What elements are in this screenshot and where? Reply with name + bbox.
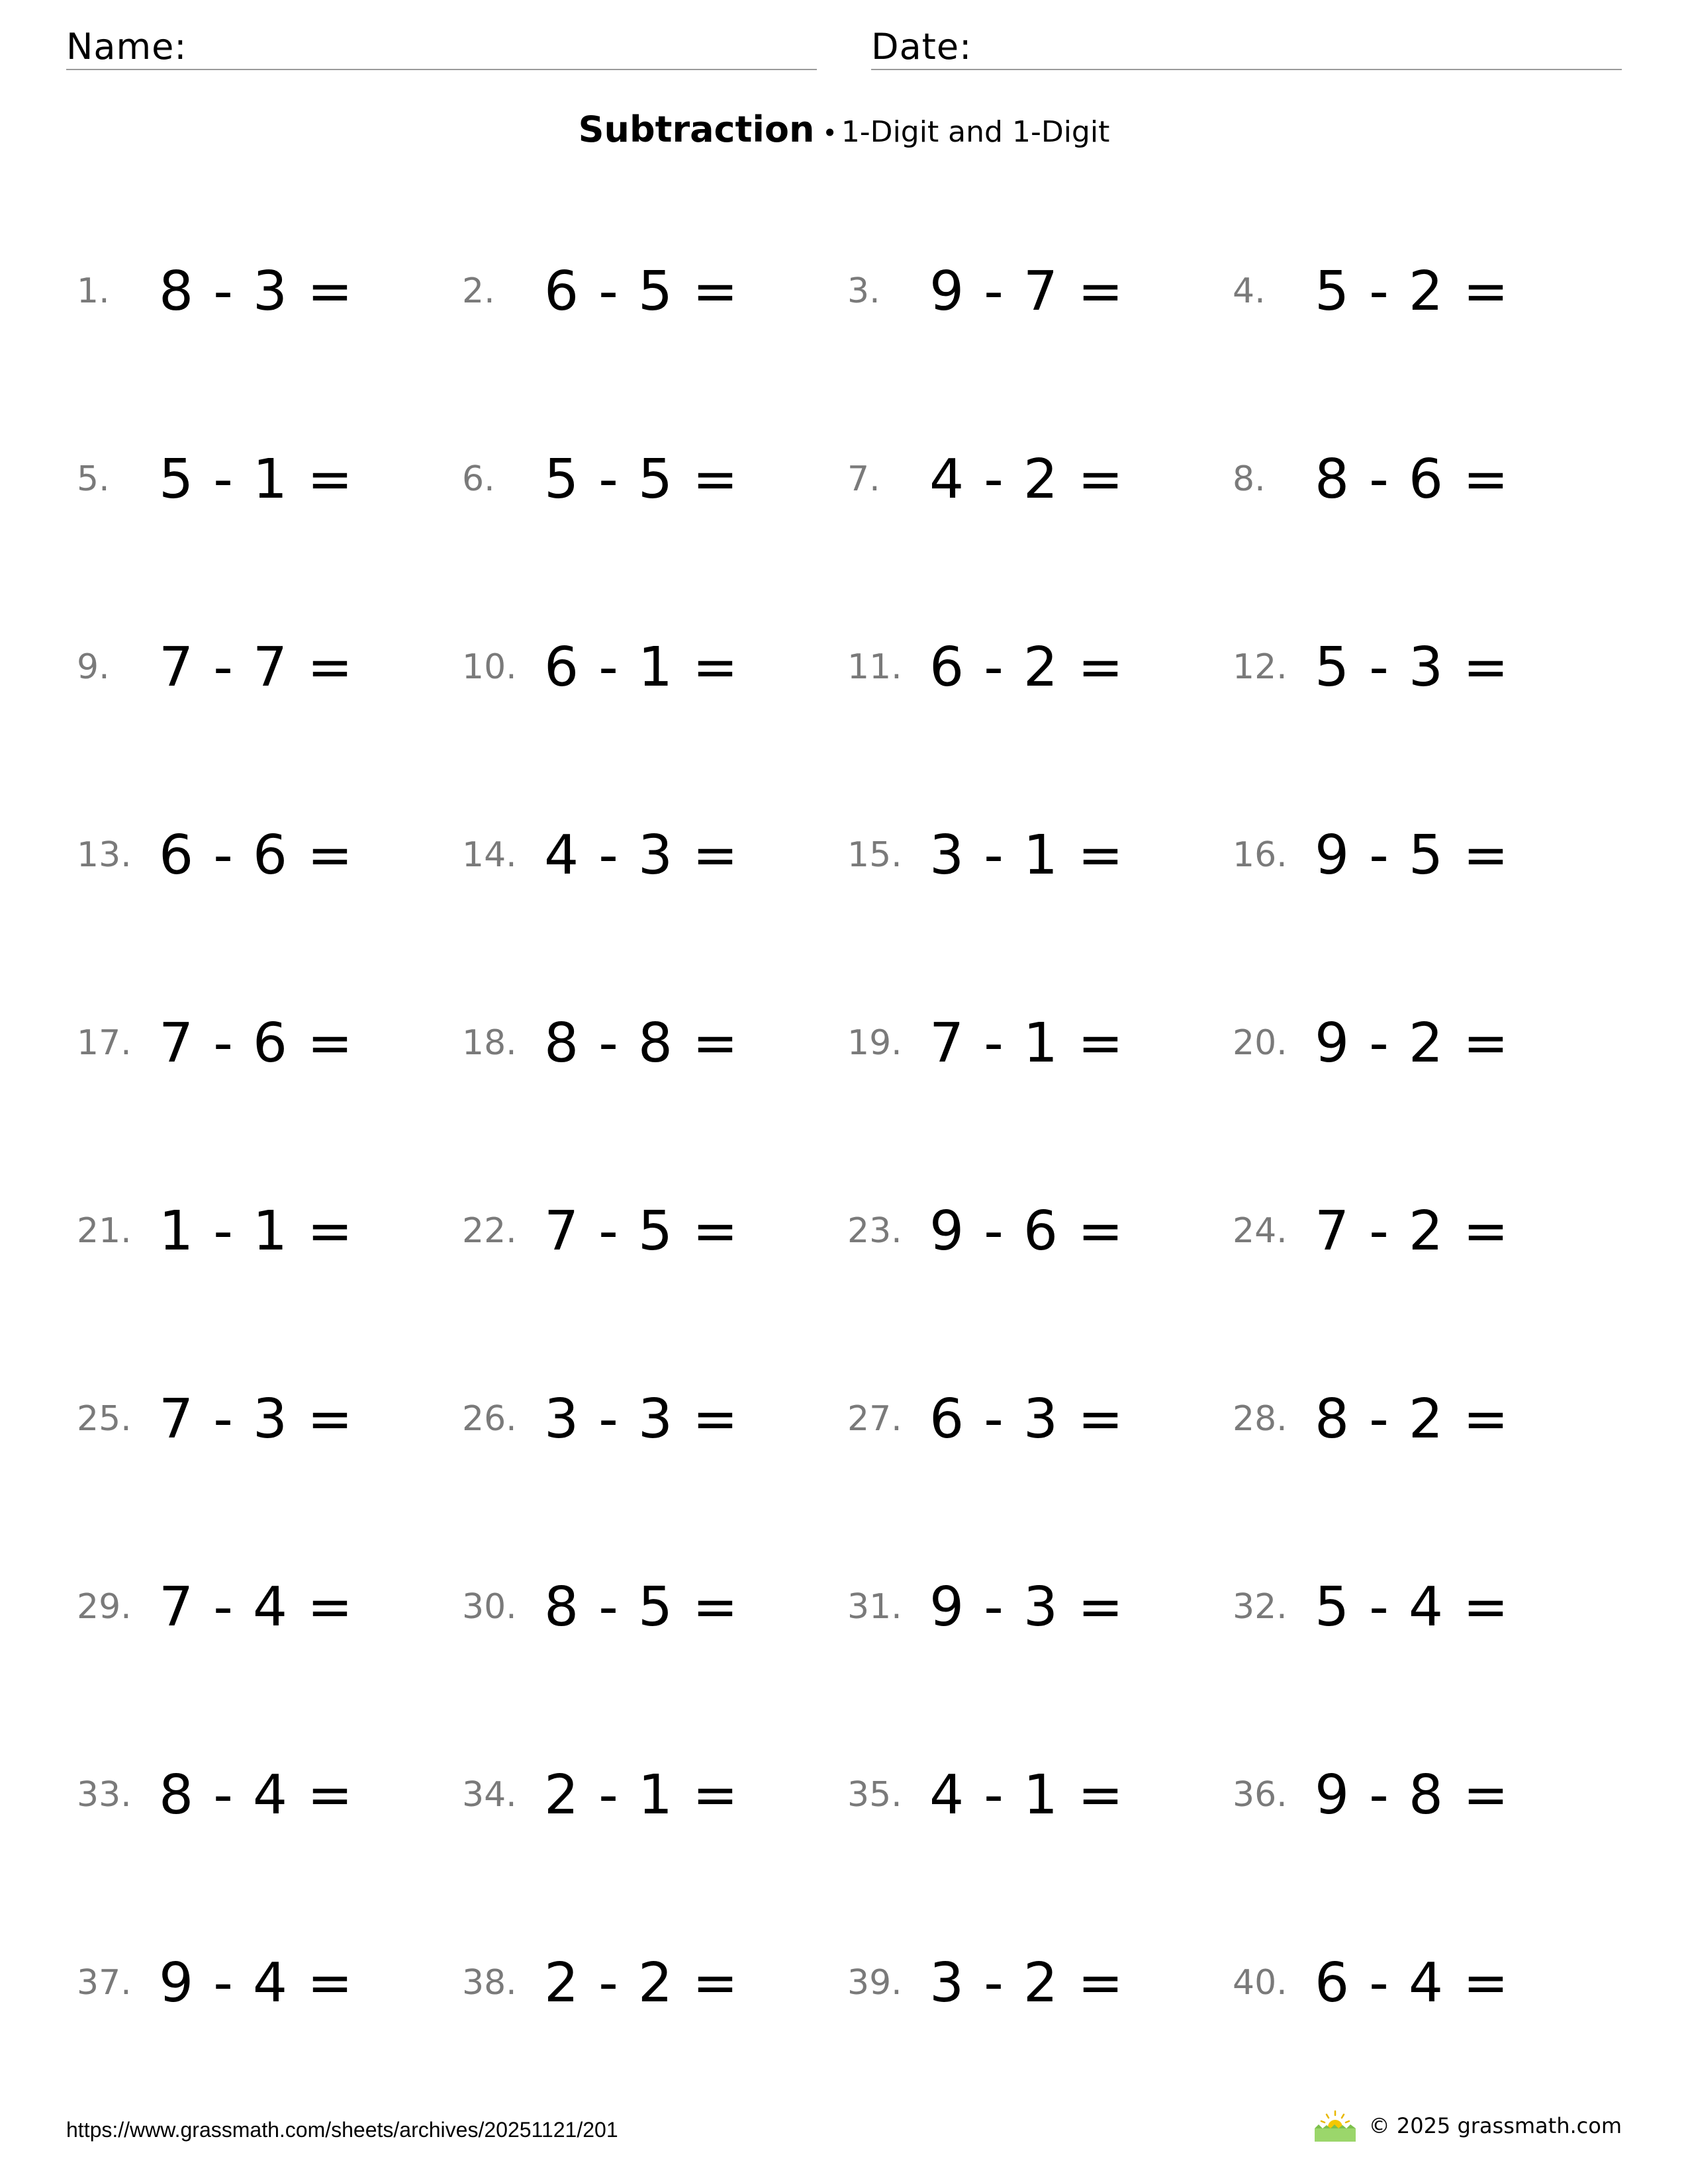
problem-item	[462, 439, 739, 519]
footer-url: https://www.grassmath.com/sheets/archives/20251121/201	[66, 2118, 618, 2142]
problem-expression: 5 - 5 =	[544, 447, 739, 511]
problem-item	[1233, 1567, 1510, 1647]
name-field[interactable]	[66, 24, 817, 70]
problem-item	[847, 439, 1125, 519]
problem-item	[77, 627, 354, 707]
problem-expression: 7 - 1 =	[929, 1011, 1125, 1075]
problem-expression: 9 - 5 =	[1315, 823, 1510, 887]
problem-number: 31.	[847, 1587, 902, 1627]
problem-expression: 9 - 2 =	[1315, 1011, 1510, 1075]
problem-item	[847, 1755, 1125, 1835]
problem-number: 11.	[847, 647, 902, 687]
problem-expression: 6 - 4 =	[1315, 1951, 1510, 2015]
problem-number: 6.	[462, 459, 495, 499]
problem-expression: 7 - 7 =	[159, 635, 354, 699]
problem-expression: 4 - 1 =	[929, 1763, 1125, 1827]
problem-number: 40.	[1233, 1963, 1288, 2003]
problem-number: 22.	[462, 1211, 517, 1251]
problem-expression: 4 - 2 =	[929, 447, 1125, 511]
problem-expression: 8 - 3 =	[159, 259, 354, 323]
problem-item	[1233, 1003, 1510, 1083]
problem-item	[77, 1943, 354, 2023]
problem-expression: 3 - 3 =	[544, 1387, 739, 1451]
problem-number: 23.	[847, 1211, 902, 1251]
date-field[interactable]	[871, 24, 1622, 70]
problem-item	[1233, 439, 1510, 519]
problem-expression: 3 - 2 =	[929, 1951, 1125, 2015]
problem-item	[77, 815, 354, 895]
problem-number: 39.	[847, 1963, 902, 2003]
problem-item	[462, 1755, 739, 1835]
problem-expression: 1 - 1 =	[159, 1199, 354, 1263]
problem-number: 13.	[77, 835, 132, 875]
problem-expression: 8 - 5 =	[544, 1575, 739, 1639]
problem-number: 29.	[77, 1587, 132, 1627]
problem-expression: 4 - 3 =	[544, 823, 739, 887]
problem-item	[847, 1191, 1125, 1271]
problem-item	[77, 1003, 354, 1083]
problem-item	[462, 627, 739, 707]
problem-number: 30.	[462, 1587, 517, 1627]
problem-item	[847, 1003, 1125, 1083]
title-main: Subtraction	[578, 109, 815, 150]
problem-item	[462, 1943, 739, 2023]
problem-expression: 9 - 8 =	[1315, 1763, 1510, 1827]
problem-item	[462, 1191, 739, 1271]
problem-grid	[0, 251, 1688, 2144]
problem-item	[1233, 815, 1510, 895]
problem-item	[462, 815, 739, 895]
problem-expression: 6 - 3 =	[929, 1387, 1125, 1451]
problem-number: 27.	[847, 1399, 902, 1439]
problem-expression: 7 - 6 =	[159, 1011, 354, 1075]
problem-expression: 6 - 6 =	[159, 823, 354, 887]
problem-expression: 9 - 3 =	[929, 1575, 1125, 1639]
problem-number: 28.	[1233, 1399, 1288, 1439]
footer-branding	[1312, 2109, 1622, 2143]
problem-expression: 8 - 2 =	[1315, 1387, 1510, 1451]
problem-number: 24.	[1233, 1211, 1288, 1251]
problem-item	[77, 1191, 354, 1271]
footer-copyright: © 2025 grassmath.com	[1368, 2113, 1622, 2138]
worksheet-title	[0, 106, 1688, 162]
problem-expression: 7 - 3 =	[159, 1387, 354, 1451]
problem-expression: 8 - 8 =	[544, 1011, 739, 1075]
problem-expression: 7 - 4 =	[159, 1575, 354, 1639]
problem-item	[462, 251, 739, 331]
problem-number: 14.	[462, 835, 517, 875]
title-subtitle: 1-Digit and 1-Digit	[841, 115, 1110, 149]
problem-expression: 5 - 4 =	[1315, 1575, 1510, 1639]
grass-sun-logo-icon	[1312, 2109, 1358, 2143]
problem-item	[77, 1755, 354, 1835]
problem-expression: 5 - 2 =	[1315, 259, 1510, 323]
problem-number: 38.	[462, 1963, 517, 2003]
problem-item	[1233, 1755, 1510, 1835]
name-label: Name:	[66, 26, 187, 68]
problem-expression: 8 - 6 =	[1315, 447, 1510, 511]
problem-number: 25.	[77, 1399, 132, 1439]
problem-number: 9.	[77, 647, 110, 687]
problem-item	[462, 1379, 739, 1459]
problem-number: 20.	[1233, 1023, 1288, 1063]
problem-number: 12.	[1233, 647, 1288, 687]
problem-number: 16.	[1233, 835, 1288, 875]
problem-item	[847, 627, 1125, 707]
problem-expression: 2 - 2 =	[544, 1951, 739, 2015]
problem-number: 4.	[1233, 271, 1266, 311]
problem-number: 8.	[1233, 459, 1266, 499]
problem-expression: 7 - 5 =	[544, 1199, 739, 1263]
problem-item	[77, 1567, 354, 1647]
problem-item	[847, 1379, 1125, 1459]
problem-item	[847, 1943, 1125, 2023]
title-separator: •	[822, 118, 837, 148]
problem-number: 2.	[462, 271, 495, 311]
problem-item	[1233, 1943, 1510, 2023]
problem-expression: 6 - 5 =	[544, 259, 739, 323]
problem-expression: 6 - 2 =	[929, 635, 1125, 699]
problem-number: 17.	[77, 1023, 132, 1063]
problem-item	[77, 439, 354, 519]
problem-number: 33.	[77, 1775, 132, 1815]
problem-number: 37.	[77, 1963, 132, 2003]
problem-expression: 3 - 1 =	[929, 823, 1125, 887]
problem-number: 10.	[462, 647, 517, 687]
problem-item	[1233, 251, 1510, 331]
problem-item	[1233, 1379, 1510, 1459]
problem-item	[462, 1003, 739, 1083]
problem-item	[847, 1567, 1125, 1647]
problem-expression: 2 - 1 =	[544, 1763, 739, 1827]
problem-expression: 9 - 7 =	[929, 259, 1125, 323]
problem-number: 19.	[847, 1023, 902, 1063]
problem-expression: 8 - 4 =	[159, 1763, 354, 1827]
problem-item	[462, 1567, 739, 1647]
problem-item	[77, 1379, 354, 1459]
problem-number: 21.	[77, 1211, 132, 1251]
problem-number: 36.	[1233, 1775, 1288, 1815]
problem-item	[1233, 627, 1510, 707]
problem-number: 32.	[1233, 1587, 1288, 1627]
problem-number: 26.	[462, 1399, 517, 1439]
problem-number: 7.	[847, 459, 880, 499]
problem-expression: 6 - 1 =	[544, 635, 739, 699]
problem-number: 35.	[847, 1775, 902, 1815]
date-label: Date:	[871, 26, 972, 68]
problem-expression: 9 - 6 =	[929, 1199, 1125, 1263]
problem-item	[77, 251, 354, 331]
problem-item	[847, 251, 1125, 331]
problem-item	[1233, 1191, 1510, 1271]
problem-number: 18.	[462, 1023, 517, 1063]
problem-expression: 5 - 3 =	[1315, 635, 1510, 699]
problem-number: 3.	[847, 271, 880, 311]
problem-expression: 5 - 1 =	[159, 447, 354, 511]
problem-number: 5.	[77, 459, 110, 499]
problem-number: 1.	[77, 271, 110, 311]
problem-item	[847, 815, 1125, 895]
problem-number: 34.	[462, 1775, 517, 1815]
problem-number: 15.	[847, 835, 902, 875]
problem-expression: 7 - 2 =	[1315, 1199, 1510, 1263]
problem-expression: 9 - 4 =	[159, 1951, 354, 2015]
